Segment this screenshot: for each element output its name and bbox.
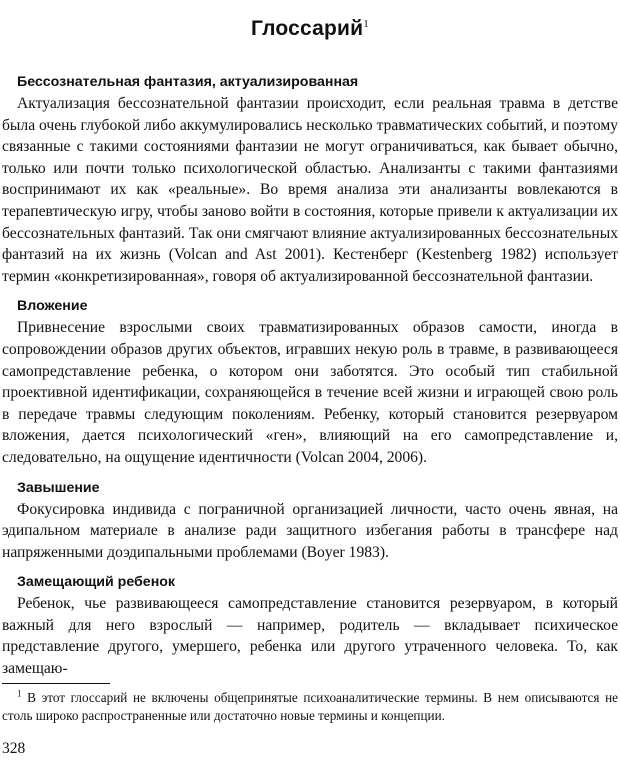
glossary-entry [2,572,618,679]
glossary-body [2,72,618,689]
glossary-term: Вложение [17,298,88,315]
glossary-term: Бессознательная фантазия, актуализированная [17,74,359,90]
footnote-divider [2,683,110,684]
glossary-term: Замещающий ребенок [17,574,176,591]
glossary-entry [2,296,618,468]
page-title [0,16,620,42]
glossary-entry [2,72,618,287]
footnote [2,689,618,725]
glossary-definition: Актуализация бессознательной фантазии происходит, если реальная травма в детстве была очень глубокой либо аккумулировались несколько травматических событий, и поэтому связанные с такими состояниями фантазии не могут ограничиваться, как бывает обычно, только или почти только психологической областью. Анализанты с такими фантазиями воспринимают их как «реальные». Во время анализа эти анализанты вовлекаются в терапевтическую игру, чтобы заново войти в состояния, которые привели к актуализации их бессознательных фантазий. Так они смягчают влияние актуализированных бессознательных фантазий на их жизнь (Volcan and Ast 2001). Кестенберг (Kestenberg 1982) использует термин «конкретизированная», говоря об актуализированной бессознательной фантазии. [2,95,618,285]
glossary-definition: Ребенок, чье развивающееся самопредставление становится резервуаром, в который важный для него взрослый — например, родитель — вкладывает психическое представление другого, умершего, ребенка или другого утраченного человека. То, как замещаю- [2,595,618,678]
footnote-text: В этот глоссарий не включены общепринятые психоаналитические термины. В нем описываются не столь широко распространенные или достаточно новые термины и концепции. [2,690,618,723]
title-text: Глоссарий [251,17,364,41]
footnote-mark: 1 [17,688,22,699]
page-number: 328 [2,740,26,757]
glossary-definition: Фокусировка индивида с пограничной организацией личности, часто очень явная, на эдипальном материале в анализе ради защитного избегания работы в трансфере над напряженными доэдипальными проблемами (Boyer 1983). [2,500,618,561]
title-footnote-mark: 1 [363,18,369,31]
glossary-entry [2,478,618,564]
glossary-definition: Привнесение взрослыми своих травматизированных образов самости, иногда в сопровождении образов других объектов, игравших некую роль в травме, в развивающееся самопредставление ребенка, о котором они заботятся. Это особый тип стабильной проективной идентификации, сохраняющейся в течение всей жизни и играющей свою роль в передаче травмы следующим поколениям. Ребенку, который становится резервуаром вложения, дается психологический «ген», влияющий на его самопредставление и, следовательно, на ощущение идентичности (Volcan 2004, 2006). [2,319,618,466]
glossary-term: Завышение [17,479,100,496]
